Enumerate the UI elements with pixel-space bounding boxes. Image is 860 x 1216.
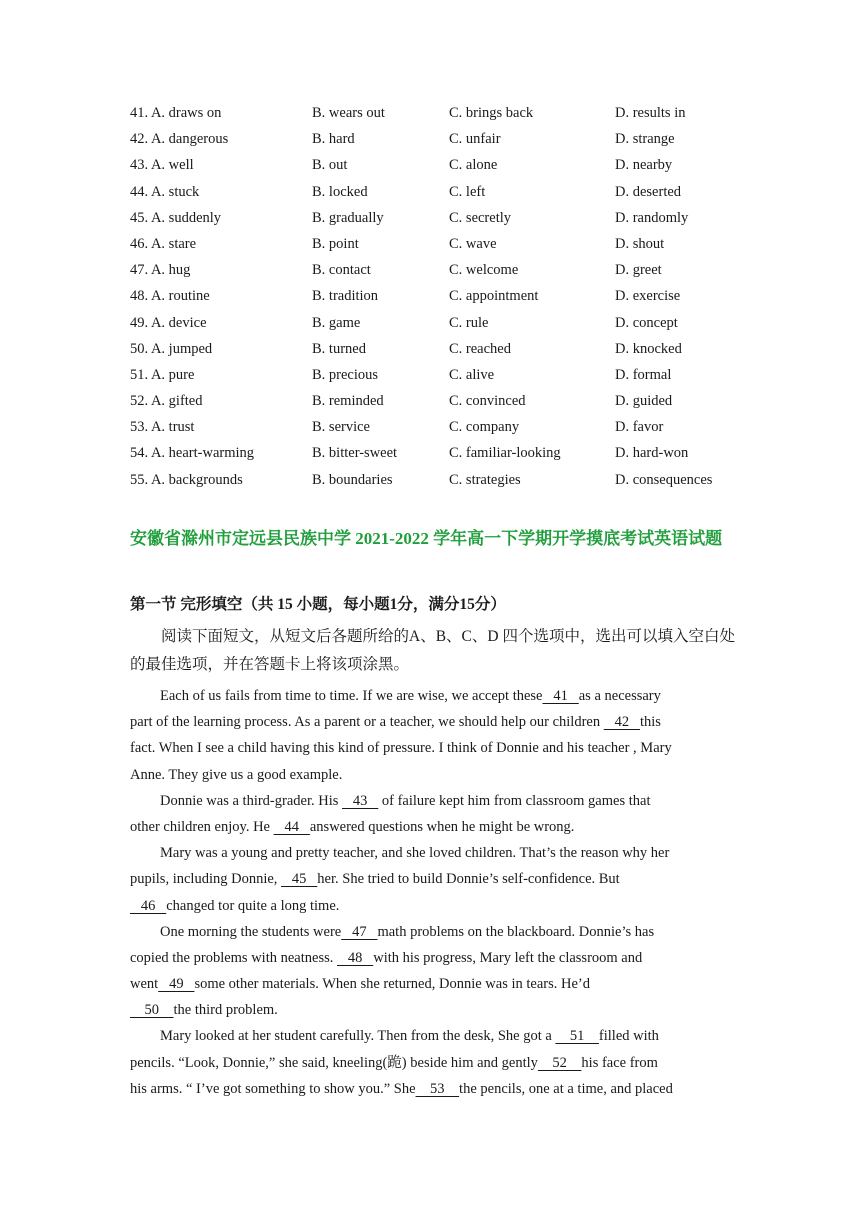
option-b: B. point bbox=[312, 235, 359, 252]
passage-line bbox=[130, 1024, 740, 1050]
option-a: 48. A. routine bbox=[130, 288, 210, 305]
blank-number: 47 bbox=[341, 923, 378, 940]
option-a: 52. A. gifted bbox=[130, 393, 203, 410]
passage-line bbox=[130, 1077, 740, 1103]
passage-text: pencils. “Look, Donnie,” she said, kneeling(跪) beside him and gently bbox=[130, 1054, 538, 1071]
option-row bbox=[130, 233, 740, 259]
option-d: D. randomly bbox=[615, 209, 689, 226]
option-b: B. out bbox=[312, 157, 348, 174]
section-heading: 第一节 完形填空（共 15 小题，每小题1分，满分15分） bbox=[130, 596, 506, 613]
option-row bbox=[130, 390, 740, 416]
option-c: C. wave bbox=[449, 235, 497, 252]
option-a: 46. A. stare bbox=[130, 235, 197, 252]
option-d: D. shout bbox=[615, 235, 665, 252]
passage-line bbox=[130, 710, 740, 736]
option-b: B. tradition bbox=[312, 288, 379, 305]
passage-text: the pencils, one at a time, and placed bbox=[459, 1080, 673, 1097]
answer-options-table bbox=[130, 102, 740, 495]
passage-line bbox=[130, 972, 740, 998]
option-b: B. locked bbox=[312, 183, 368, 200]
option-row bbox=[130, 207, 740, 233]
passage-line bbox=[130, 815, 740, 841]
passage-text: other children enjoy. He bbox=[130, 818, 274, 835]
passage-text: Mary was a young and pretty teacher, and she loved children. That’s the reason why her bbox=[160, 845, 670, 862]
option-a: 41. A. draws on bbox=[130, 105, 222, 121]
passage-text: the third problem. bbox=[173, 1002, 278, 1019]
option-row bbox=[130, 259, 740, 285]
option-a: 54. A. heart-warming bbox=[130, 445, 255, 462]
option-a: 49. A. device bbox=[130, 314, 207, 331]
option-c: C. alive bbox=[449, 366, 495, 383]
option-d: D. concept bbox=[615, 314, 678, 331]
passage-text: this bbox=[639, 714, 661, 731]
option-b: B. turned bbox=[312, 340, 366, 357]
option-c: C. left bbox=[449, 183, 486, 200]
passage-line bbox=[130, 1051, 740, 1077]
option-row bbox=[130, 338, 740, 364]
option-c: C. convinced bbox=[449, 393, 526, 410]
option-c: C. brings back bbox=[449, 105, 534, 121]
option-c: C. secretly bbox=[449, 209, 512, 226]
passage-text: copied the problems with neatness. bbox=[130, 949, 337, 966]
option-c: C. company bbox=[449, 419, 520, 436]
passage-text: pupils, including Donnie, bbox=[130, 871, 282, 888]
option-c: C. strategies bbox=[449, 471, 521, 488]
passage-line bbox=[130, 867, 740, 893]
passage-line bbox=[130, 684, 740, 710]
option-b: B. gradually bbox=[312, 209, 384, 226]
option-b: B. boundaries bbox=[312, 471, 393, 488]
option-a: 55. A. backgrounds bbox=[130, 471, 243, 488]
option-b: B. precious bbox=[312, 366, 379, 383]
blank-number: 44 bbox=[273, 818, 310, 835]
passage-text: some other materials. When she returned, Donnie was in tears. He’d bbox=[194, 976, 590, 993]
passage-line bbox=[130, 946, 740, 972]
passage-text: changed tor quite a long time. bbox=[166, 897, 340, 914]
option-d: D. formal bbox=[615, 366, 672, 383]
blank-number: 41 bbox=[542, 688, 579, 704]
passage-text: answered questions when he might be wrong. bbox=[309, 818, 575, 835]
option-row bbox=[130, 128, 740, 154]
blank-number: 52 bbox=[537, 1054, 582, 1071]
option-row bbox=[130, 469, 740, 495]
option-c: C. appointment bbox=[449, 288, 539, 305]
option-row bbox=[130, 102, 740, 128]
passage-line bbox=[130, 841, 740, 867]
option-d: D. consequences bbox=[615, 471, 713, 488]
option-row bbox=[130, 285, 740, 311]
cloze-passage bbox=[130, 684, 740, 1103]
passage-text: math problems on the blackboard. Donnie’s has bbox=[377, 923, 655, 940]
passage-line bbox=[130, 894, 740, 920]
option-a: 50. A. jumped bbox=[130, 340, 213, 357]
passage-text: of failure kept him from classroom games that bbox=[378, 792, 651, 809]
passage-text: his face from bbox=[581, 1054, 658, 1071]
option-d: D. guided bbox=[615, 393, 673, 410]
option-a: 42. A. dangerous bbox=[130, 131, 229, 148]
blank-number: 51 bbox=[555, 1028, 599, 1045]
passage-text: went bbox=[130, 976, 159, 993]
option-b: B. contact bbox=[312, 262, 371, 279]
option-c: C. rule bbox=[449, 314, 489, 331]
option-b: B. game bbox=[312, 314, 361, 331]
blank-number: 49 bbox=[158, 976, 195, 993]
option-row bbox=[130, 154, 740, 180]
option-a: 44. A. stuck bbox=[130, 183, 200, 200]
passage-text: fact. When I see a child having this kind of pressure. I think of Donnie and his teacher , Mary bbox=[130, 740, 672, 757]
option-b: B. reminded bbox=[312, 393, 384, 410]
blank-number: 45 bbox=[281, 871, 318, 888]
option-d: D. greet bbox=[615, 262, 662, 279]
option-c: C. welcome bbox=[449, 262, 519, 279]
option-row bbox=[130, 312, 740, 338]
passage-text: her. She tried to build Donnie’s self-confidence. But bbox=[317, 871, 620, 888]
option-row bbox=[130, 181, 740, 207]
exam-title: 安徽省滁州市定远县民族中学 2021-2022 学年高一下学期开学摸底考试英语试题 bbox=[130, 529, 723, 548]
blank-number: 48 bbox=[336, 949, 374, 966]
passage-text: Anne. They give us a good example. bbox=[130, 766, 343, 783]
blank-number: 53 bbox=[415, 1080, 460, 1097]
blank-number: 50 bbox=[130, 1002, 174, 1019]
passage-line bbox=[130, 763, 740, 789]
option-d: D. deserted bbox=[615, 183, 682, 200]
option-d: D. strange bbox=[615, 131, 675, 148]
option-b: B. bitter-sweet bbox=[312, 445, 398, 462]
option-d: D. favor bbox=[615, 419, 664, 436]
passage-text: Each of us fails from time to time. If we are wise, we accept these bbox=[160, 688, 543, 704]
passage-line bbox=[130, 998, 740, 1024]
option-c: C. unfair bbox=[449, 131, 501, 148]
option-a: 43. A. well bbox=[130, 157, 194, 174]
passage-text: One morning the students were bbox=[160, 923, 342, 940]
passage-text: Mary looked at her student carefully. Then from the desk, She got a bbox=[160, 1028, 556, 1045]
option-d: D. exercise bbox=[615, 288, 681, 305]
blank-number: 46 bbox=[130, 897, 167, 914]
option-b: B. hard bbox=[312, 131, 355, 148]
option-row bbox=[130, 416, 740, 442]
option-b: B. service bbox=[312, 419, 370, 436]
option-a: 47. A. hug bbox=[130, 262, 191, 279]
blank-number: 42 bbox=[603, 714, 640, 731]
passage-line bbox=[130, 789, 740, 815]
option-d: D. results in bbox=[615, 105, 686, 121]
option-a: 51. A. pure bbox=[130, 366, 195, 383]
option-row bbox=[130, 364, 740, 390]
passage-text: part of the learning process. As a parent or a teacher, we should help our children bbox=[130, 714, 604, 731]
option-d: D. nearby bbox=[615, 157, 673, 174]
option-c: C. reached bbox=[449, 340, 511, 357]
passage-line bbox=[130, 736, 740, 762]
passage-text: Donnie was a third-grader. His bbox=[160, 792, 343, 809]
option-a: 45. A. suddenly bbox=[130, 209, 222, 226]
passage-text: as a necessary bbox=[578, 688, 661, 704]
option-d: D. hard-won bbox=[615, 445, 689, 462]
passage-text: with his progress, Mary left the classroom and bbox=[373, 949, 643, 966]
option-c: C. familiar-looking bbox=[449, 445, 561, 462]
option-d: D. knocked bbox=[615, 340, 682, 357]
passage-text: his arms. “ I’ve got something to show you.” She bbox=[130, 1080, 416, 1097]
passage-text: filled with bbox=[598, 1028, 659, 1045]
option-a: 53. A. trust bbox=[130, 419, 195, 436]
option-row bbox=[130, 442, 740, 468]
blank-number: 43 bbox=[342, 792, 379, 809]
instructions-paragraph: 阅读下面短文，从短文后各题所给的A、B、C、D 四个选项中，选出可以填入空白处的最佳选项，并在答题卡上将该项涂黑。 bbox=[130, 628, 735, 673]
option-c: C. alone bbox=[449, 157, 498, 174]
passage-line bbox=[130, 920, 740, 946]
option-b: B. wears out bbox=[312, 105, 385, 121]
